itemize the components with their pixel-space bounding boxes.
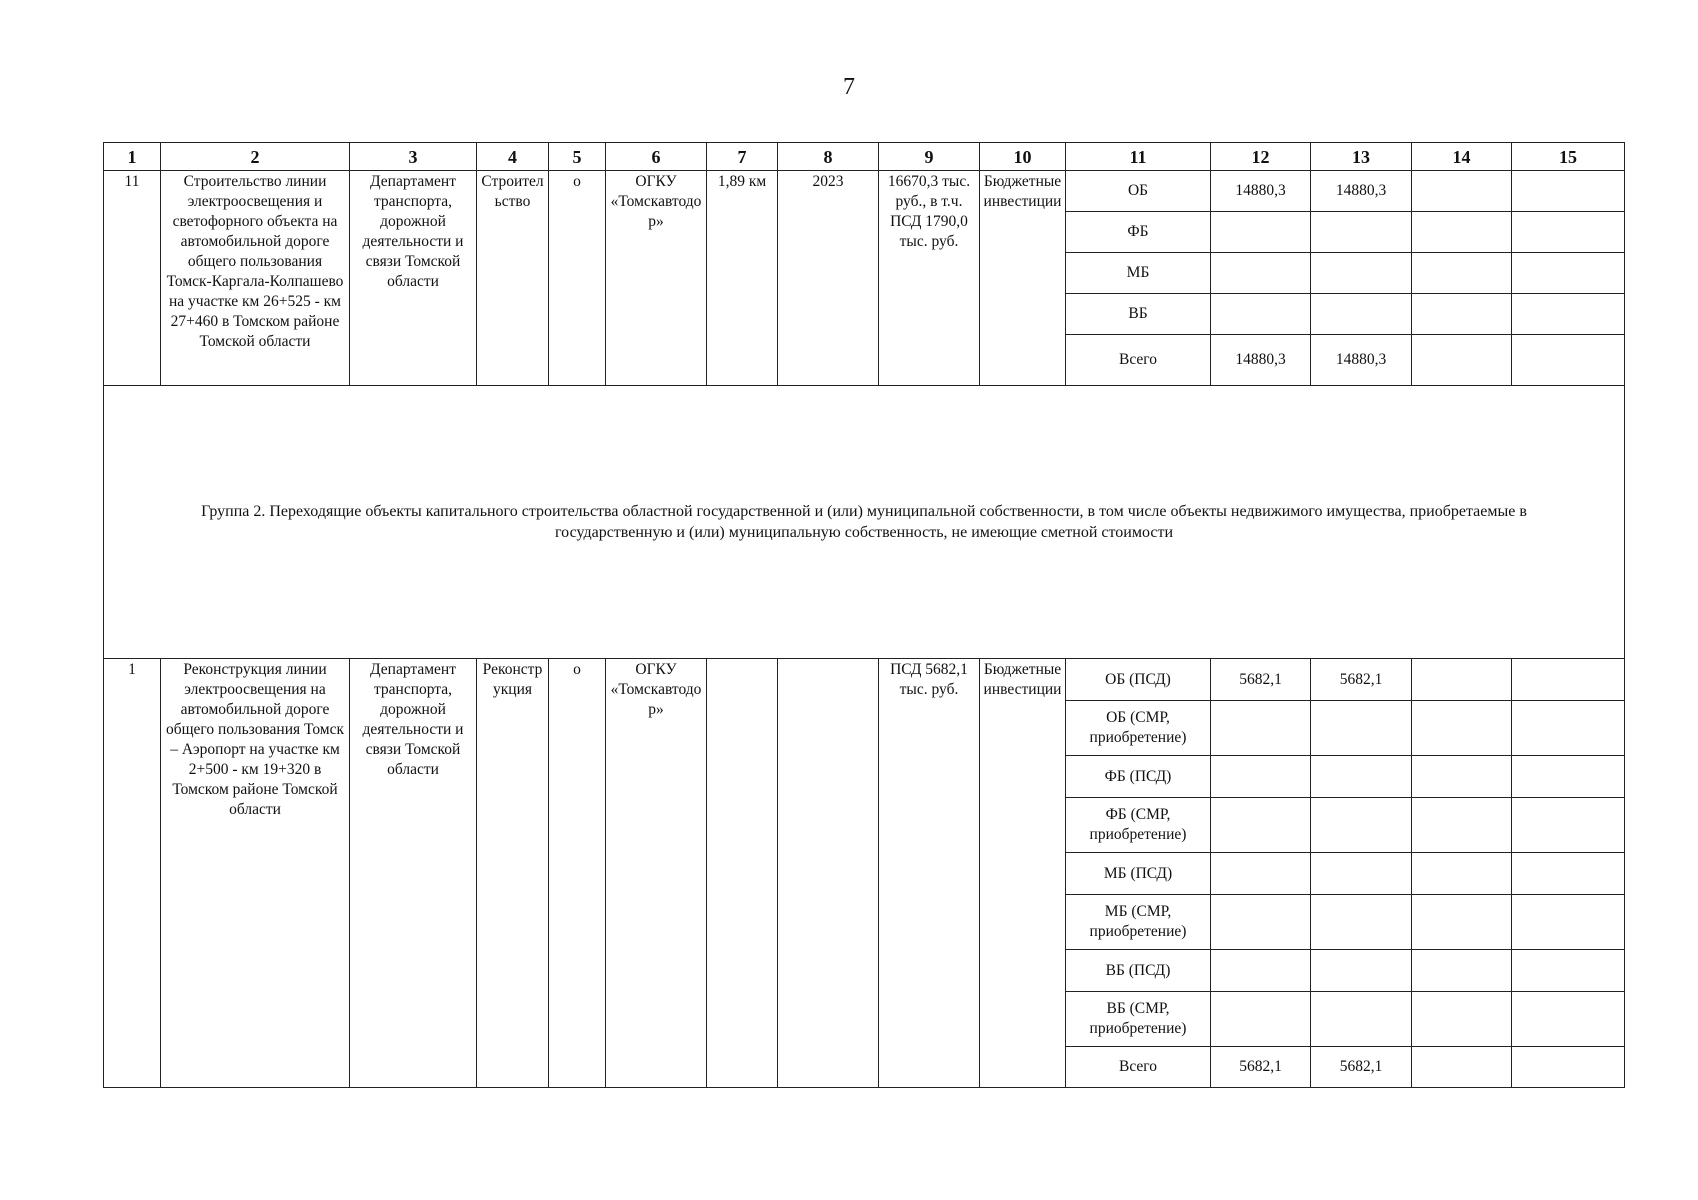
header-cell: 10	[980, 143, 1066, 171]
object-year	[778, 659, 879, 1088]
object-name: Реконструкция линии электроосвещения на автомобильной дороге общего пользования Томск – Аэропорт на участке км 2+500 - км 19+320 в Томском районе Томской области	[161, 659, 350, 1088]
funding-value-15	[1512, 1047, 1625, 1088]
funding-value-13	[1311, 294, 1412, 335]
funding-value-14	[1412, 659, 1512, 701]
funding-value-14	[1412, 294, 1512, 335]
funding-value-15	[1512, 853, 1625, 895]
object-cost: 16670,3 тыс. руб., в т.ч. ПСД 1790,0 тыс. руб.	[879, 171, 980, 386]
funding-value-14	[1412, 335, 1512, 386]
funding-value-12	[1211, 212, 1311, 253]
funding-source: ФБ (СМР, приобретение)	[1066, 798, 1211, 853]
funding-value-12	[1211, 701, 1311, 756]
object-name: Строительство линии электроосвещения и светофорного объекта на автомобильной дороге общего пользования Томск-Каргала-Колпашево на участке км 26+525 - км 27+460 в Томском районе Томской области	[161, 171, 350, 386]
object-customer: ОГКУ «Томскавтодор»	[606, 171, 707, 386]
funding-value-13: 14880,3	[1311, 335, 1412, 386]
funding-source-total: Всего	[1066, 335, 1211, 386]
funding-value-13	[1311, 853, 1412, 895]
funding-value-15	[1512, 212, 1625, 253]
funding-value-13	[1311, 798, 1412, 853]
investment-table	[103, 142, 1625, 1088]
group-title: Группа 2. Переходящие объекты капитального строительства областной государственной и (или) муниципальной собственности, в том числе объекты недвижимого имущества, приобретаемые в государственную и (или) муниципальную собственность, не имеющие сметной стоимости	[104, 386, 1625, 659]
funding-source: ФБ	[1066, 212, 1211, 253]
funding-value-12	[1211, 992, 1311, 1047]
funding-value-14	[1412, 701, 1512, 756]
funding-value-14	[1412, 992, 1512, 1047]
funding-value-14	[1412, 950, 1512, 992]
header-cell: 9	[879, 143, 980, 171]
funding-value-12	[1211, 294, 1311, 335]
header-cell: 14	[1412, 143, 1512, 171]
funding-value-12	[1211, 798, 1311, 853]
header-cell: 1	[104, 143, 161, 171]
header-cell: 15	[1512, 143, 1625, 171]
funding-value-14	[1412, 1047, 1512, 1088]
funding-source: ВБ (СМР, приобретение)	[1066, 992, 1211, 1047]
funding-source-total: Всего	[1066, 1047, 1211, 1088]
funding-value-12	[1211, 950, 1311, 992]
funding-source: ВБ	[1066, 294, 1211, 335]
funding-value-12	[1211, 853, 1311, 895]
table-row	[104, 171, 1625, 212]
object-number: 1	[104, 659, 161, 1088]
table-row	[104, 659, 1625, 701]
funding-value-13	[1311, 212, 1412, 253]
funding-value-15	[1512, 335, 1625, 386]
funding-value-14	[1412, 756, 1512, 798]
header-cell: 4	[477, 143, 549, 171]
header-cell: 2	[161, 143, 350, 171]
funding-value-15	[1512, 253, 1625, 294]
object-capacity	[707, 659, 778, 1088]
funding-value-12: 14880,3	[1211, 171, 1311, 212]
funding-source: ОБ (СМР, приобретение)	[1066, 701, 1211, 756]
funding-value-15	[1512, 294, 1625, 335]
funding-value-12	[1211, 253, 1311, 294]
header-cell: 12	[1211, 143, 1311, 171]
object-col5: о	[549, 659, 606, 1088]
header-cell: 11	[1066, 143, 1211, 171]
object-form: Бюджетные инвестиции	[980, 659, 1066, 1088]
funding-value-13: 14880,3	[1311, 171, 1412, 212]
funding-value-12: 5682,1	[1211, 1047, 1311, 1088]
funding-source: ФБ (ПСД)	[1066, 756, 1211, 798]
object-cost: ПСД 5682,1 тыс. руб.	[879, 659, 980, 1088]
funding-source: ВБ (ПСД)	[1066, 950, 1211, 992]
funding-value-13: 5682,1	[1311, 659, 1412, 701]
funding-value-15	[1512, 659, 1625, 701]
funding-value-15	[1512, 798, 1625, 853]
object-form: Бюджетные инвестиции	[980, 171, 1066, 386]
funding-value-13	[1311, 895, 1412, 950]
funding-source: МБ (ПСД)	[1066, 853, 1211, 895]
funding-value-15	[1512, 756, 1625, 798]
funding-value-14	[1412, 895, 1512, 950]
object-department: Департамент транспорта, дорожной деятельности и связи Томской области	[350, 171, 477, 386]
group-row	[104, 386, 1625, 659]
object-department: Департамент транспорта, дорожной деятельности и связи Томской области	[350, 659, 477, 1088]
funding-source: МБ (СМР, приобретение)	[1066, 895, 1211, 950]
funding-value-14	[1412, 171, 1512, 212]
object-col5: о	[549, 171, 606, 386]
funding-source: МБ	[1066, 253, 1211, 294]
funding-value-13	[1311, 253, 1412, 294]
funding-value-13	[1311, 992, 1412, 1047]
funding-value-15	[1512, 171, 1625, 212]
funding-value-13	[1311, 701, 1412, 756]
header-cell: 5	[549, 143, 606, 171]
funding-value-13	[1311, 950, 1412, 992]
funding-value-12	[1211, 756, 1311, 798]
funding-value-12: 5682,1	[1211, 659, 1311, 701]
header-cell: 6	[606, 143, 707, 171]
funding-value-13	[1311, 756, 1412, 798]
funding-value-15	[1512, 701, 1625, 756]
funding-value-14	[1412, 212, 1512, 253]
funding-value-12	[1211, 895, 1311, 950]
funding-value-14	[1412, 853, 1512, 895]
header-cell: 7	[707, 143, 778, 171]
funding-value-15	[1512, 950, 1625, 992]
funding-value-14	[1412, 798, 1512, 853]
funding-source: ОБ	[1066, 171, 1211, 212]
header-cell: 8	[778, 143, 879, 171]
object-capacity: 1,89 км	[707, 171, 778, 386]
header-cell: 13	[1311, 143, 1412, 171]
object-work-type: Реконструкция	[477, 659, 549, 1088]
header-cell: 3	[350, 143, 477, 171]
funding-source: ОБ (ПСД)	[1066, 659, 1211, 701]
funding-value-15	[1512, 992, 1625, 1047]
object-number: 11	[104, 171, 161, 386]
object-year: 2023	[778, 171, 879, 386]
object-work-type: Строительство	[477, 171, 549, 386]
object-customer: ОГКУ «Томскавтодор»	[606, 659, 707, 1088]
page-number: 7	[843, 74, 855, 100]
funding-value-12: 14880,3	[1211, 335, 1311, 386]
funding-value-13: 5682,1	[1311, 1047, 1412, 1088]
header-row	[104, 143, 1625, 171]
funding-value-14	[1412, 253, 1512, 294]
funding-value-15	[1512, 895, 1625, 950]
